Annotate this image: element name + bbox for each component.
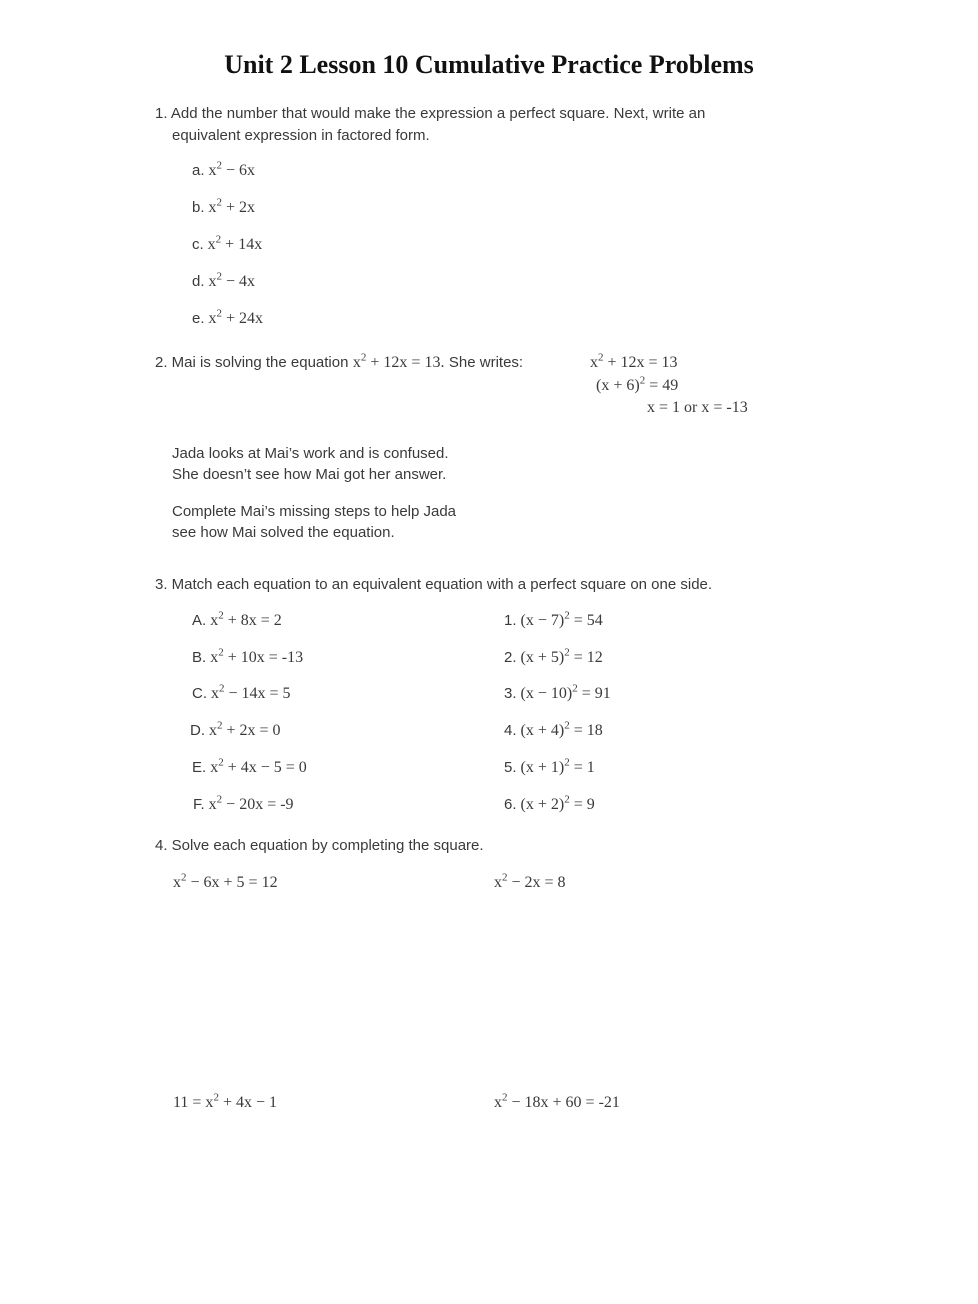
q1-prompt-line2: equivalent expression in factored form. xyxy=(172,127,430,144)
expr: + 2x xyxy=(222,199,256,216)
expr: + 12x = 13 xyxy=(603,354,678,371)
exponent: 2 xyxy=(216,196,223,209)
expr: x xyxy=(352,354,361,371)
exponent: 2 xyxy=(564,793,570,806)
expr: x xyxy=(590,354,598,371)
expr: − 2x = 8 xyxy=(507,874,566,891)
expr: (x − 10) xyxy=(520,685,573,702)
expr: x xyxy=(207,236,216,253)
q4-equation-4 xyxy=(494,1091,620,1112)
item-label: D. xyxy=(190,722,205,739)
exponent: 2 xyxy=(219,682,225,695)
expr: = 12 xyxy=(569,649,603,666)
item-label: 3. xyxy=(504,685,517,702)
q2-complete-line2: see how Mai solved the equation. xyxy=(172,524,395,541)
expr: − 4x xyxy=(222,273,256,290)
expr: x xyxy=(209,722,217,739)
exponent: 2 xyxy=(572,682,578,695)
q3-right-6 xyxy=(504,793,595,814)
expr: − 6x + 5 = 12 xyxy=(186,874,278,891)
item-label: 1. xyxy=(504,612,517,629)
q4-prompt: 4. Solve each equation by completing the square. xyxy=(155,837,484,854)
expr: − 6x xyxy=(222,162,256,179)
q3-left-d xyxy=(190,719,281,740)
q3-right-2 xyxy=(504,646,603,667)
exponent: 2 xyxy=(217,719,223,732)
expr: x xyxy=(210,612,219,629)
expr: (x + 4) xyxy=(520,722,565,739)
q3-left-a xyxy=(192,609,282,630)
expr: = 9 xyxy=(569,796,595,813)
q3-right-3 xyxy=(504,682,611,703)
expr: + 14x xyxy=(221,236,263,253)
exponent: 2 xyxy=(216,307,223,320)
expr: = 91 xyxy=(577,685,611,702)
exponent: 2 xyxy=(213,1091,219,1104)
exponent: 2 xyxy=(218,646,224,659)
expr: + 4x − 5 = 0 xyxy=(223,759,307,776)
q3-left-f xyxy=(193,793,294,814)
exponent: 2 xyxy=(216,793,223,806)
part-label: b. xyxy=(192,199,205,216)
part-label: d. xyxy=(192,273,205,290)
item-label: 4. xyxy=(504,722,517,739)
q3-left-e xyxy=(192,756,307,777)
item-label: 6. xyxy=(504,796,517,813)
q3-left-b xyxy=(192,646,304,667)
item-label: F. xyxy=(193,796,205,813)
q1-part-c xyxy=(192,233,263,254)
q3-right-5 xyxy=(504,756,595,777)
expr: = 49 xyxy=(645,377,679,394)
exponent: 2 xyxy=(564,719,570,732)
q3-right-4 xyxy=(504,719,603,740)
expr: = 1 xyxy=(569,759,595,776)
expr: x xyxy=(173,874,181,891)
q2-complete-line1: Complete Mai’s missing steps to help Jada xyxy=(172,503,457,520)
expr: x xyxy=(208,273,217,290)
expr: x xyxy=(210,759,219,776)
expr: (x + 5) xyxy=(520,649,565,666)
q2-prompt-text: She writes: xyxy=(448,354,524,371)
expr: + 10x = -13 xyxy=(223,649,304,666)
exponent: 2 xyxy=(564,756,570,769)
part-label: a. xyxy=(192,162,205,179)
exponent: 2 xyxy=(639,374,646,387)
q3-left-c xyxy=(192,682,291,703)
expr: − 20x = -9 xyxy=(222,796,294,813)
expr: (x + 1) xyxy=(520,759,565,776)
q4-equation-1 xyxy=(173,871,278,892)
q1-part-a xyxy=(192,159,256,180)
item-label: 5. xyxy=(504,759,517,776)
expr: x xyxy=(494,1094,502,1111)
item-label: B. xyxy=(192,649,207,666)
exponent: 2 xyxy=(218,609,224,622)
exponent: 2 xyxy=(502,871,508,884)
exponent: 2 xyxy=(215,233,222,246)
q3-right-1 xyxy=(504,609,603,630)
expr: + 8x = 2 xyxy=(223,612,282,629)
expr: x xyxy=(208,796,217,813)
expr: − 14x = 5 xyxy=(224,685,291,702)
expr: = 54 xyxy=(569,612,603,629)
expr: x xyxy=(208,199,217,216)
q2-work-line1 xyxy=(590,351,678,372)
expr: x xyxy=(210,649,219,666)
expr: − 18x + 60 = -21 xyxy=(507,1094,620,1111)
expr: x xyxy=(494,874,502,891)
q3-prompt: 3. Match each equation to an equivalent equation with a perfect square on one side. xyxy=(155,576,713,593)
exponent: 2 xyxy=(564,646,570,659)
q2-prompt-text: 2. Mai is solving the equation xyxy=(155,354,349,371)
exponent: 2 xyxy=(502,1091,508,1104)
item-label: A. xyxy=(192,612,207,629)
item-label: E. xyxy=(192,759,207,776)
exponent: 2 xyxy=(598,351,604,364)
expr: + 12x = 13. xyxy=(366,354,445,371)
exponent: 2 xyxy=(360,351,367,364)
expr: + 24x xyxy=(222,310,264,327)
expr: x xyxy=(208,310,217,327)
expr: + 2x = 0 xyxy=(222,722,281,739)
item-label: C. xyxy=(192,685,207,702)
q2-jada-line1: Jada looks at Mai’s work and is confused. xyxy=(172,445,449,462)
exponent: 2 xyxy=(216,159,223,172)
exponent: 2 xyxy=(181,871,187,884)
part-label: e. xyxy=(192,310,205,327)
q1-prompt-line1: 1. Add the number that would make the expression a perfect square. Next, write an xyxy=(155,105,706,122)
part-label: c. xyxy=(192,236,204,253)
q2-work-line3: x = 1 or x = -13 xyxy=(647,399,748,416)
expr: x xyxy=(208,162,217,179)
expr: (x + 6) xyxy=(596,377,640,394)
expr: (x − 7) xyxy=(520,612,565,629)
q2-jada-line2: She doesn’t see how Mai got her answer. xyxy=(172,466,447,483)
expr: = 18 xyxy=(569,722,603,739)
q1-part-d xyxy=(192,270,256,291)
exponent: 2 xyxy=(216,270,223,283)
q2-prompt-equation xyxy=(352,351,445,371)
q1-part-e xyxy=(192,307,264,328)
q4-equation-3 xyxy=(173,1091,277,1112)
exponent: 2 xyxy=(564,609,570,622)
expr: + 4x − 1 xyxy=(218,1094,277,1111)
q2-prompt xyxy=(155,351,524,372)
expr: x xyxy=(211,685,219,702)
expr: (x + 2) xyxy=(520,796,565,813)
expr: 11 = x xyxy=(173,1094,214,1111)
q4-equation-2 xyxy=(494,871,566,892)
q2-work-line2 xyxy=(596,374,679,395)
item-label: 2. xyxy=(504,649,517,666)
exponent: 2 xyxy=(218,756,224,769)
page-title: Unit 2 Lesson 10 Cumulative Practice Problems xyxy=(224,50,754,79)
q1-part-b xyxy=(192,196,256,217)
